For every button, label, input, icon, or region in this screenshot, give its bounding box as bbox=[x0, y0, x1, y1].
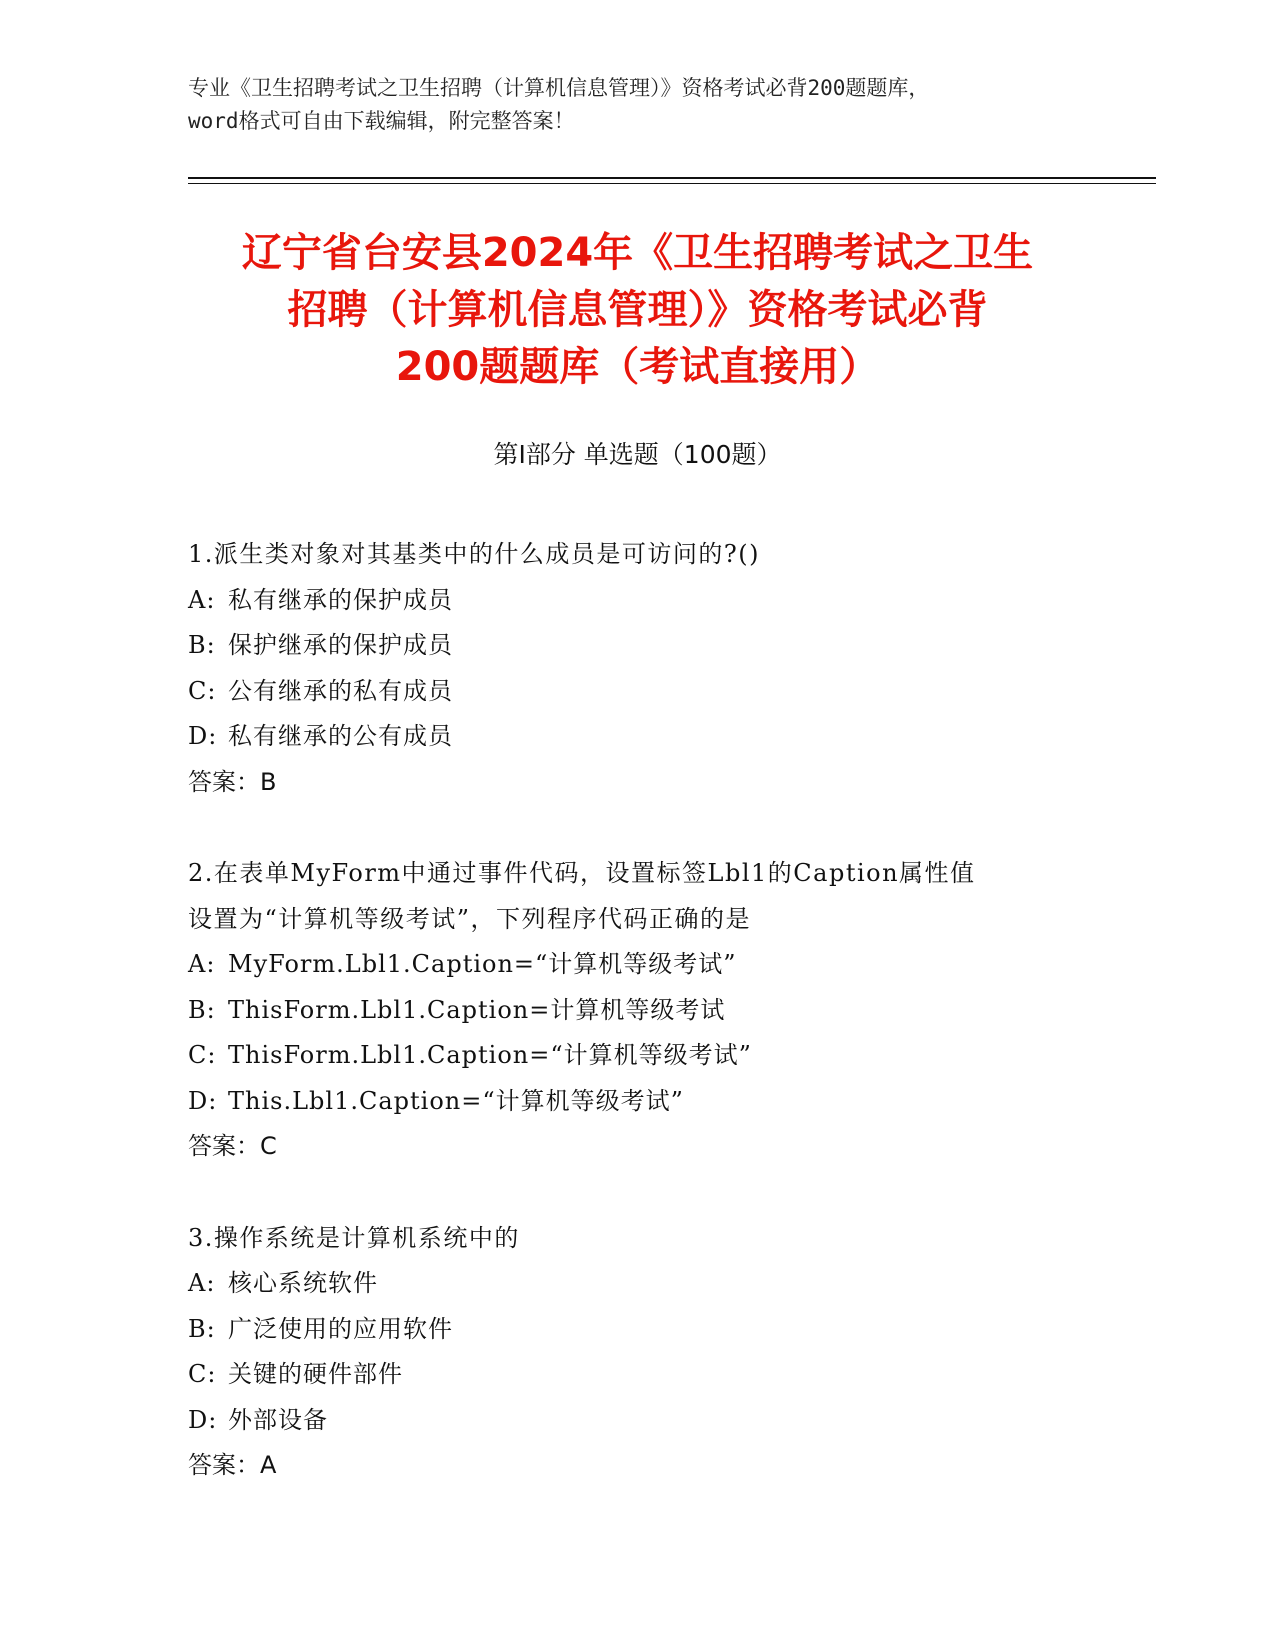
option-c bbox=[188, 1352, 1088, 1398]
option-b bbox=[188, 623, 1088, 669]
question-stem: 设置为“计算机等级考试”，下列程序代码正确的是 bbox=[188, 904, 752, 933]
option-letter: D: bbox=[188, 1405, 218, 1434]
answer-line: 答案：C bbox=[188, 1132, 277, 1160]
option-letter: C: bbox=[188, 676, 217, 705]
option-text: 核心系统软件 bbox=[228, 1269, 378, 1297]
option-letter: B: bbox=[188, 631, 216, 659]
option-d bbox=[188, 1398, 1088, 1444]
option-text: 关键的硬件部件 bbox=[228, 1360, 403, 1388]
option-a bbox=[188, 578, 1088, 624]
option-text: 外部设备 bbox=[228, 1405, 328, 1434]
answer-line: 答案：A bbox=[188, 1451, 277, 1479]
option-letter: B: bbox=[188, 995, 216, 1024]
question-stem: 2.在表单MyForm中通过事件代码，设置标签Lbl1的Caption属性值 bbox=[188, 859, 976, 887]
answer-line: 答案：B bbox=[188, 767, 277, 796]
option-a bbox=[188, 942, 1088, 988]
option-text: 私有继承的公有成员 bbox=[228, 722, 453, 750]
question-item bbox=[188, 532, 1088, 805]
option-letter: B: bbox=[188, 1314, 216, 1343]
option-text: ThisForm.Lbl1.Caption=计算机等级考试 bbox=[228, 995, 726, 1024]
option-letter: C: bbox=[188, 1360, 217, 1388]
option-letter: D: bbox=[188, 722, 218, 750]
title-line: 招聘（计算机信息管理）》资格考试必背 bbox=[287, 287, 988, 333]
section-heading: 第Ⅰ部分 单选题（100题） bbox=[493, 440, 782, 469]
option-d bbox=[188, 714, 1088, 760]
option-b bbox=[188, 988, 1088, 1034]
option-c bbox=[188, 1033, 1088, 1079]
question-stem: 3.操作系统是计算机系统中的 bbox=[188, 1223, 520, 1252]
option-d bbox=[188, 1079, 1088, 1125]
option-a bbox=[188, 1261, 1088, 1307]
option-letter: A: bbox=[188, 585, 216, 614]
option-text: This.Lbl1.Caption=“计算机等级考试” bbox=[228, 1086, 684, 1115]
header-note bbox=[188, 72, 1068, 138]
option-text: 广泛使用的应用软件 bbox=[228, 1314, 453, 1343]
option-letter: D: bbox=[188, 1086, 218, 1115]
question-stem: 1.派生类对象对其基类中的什么成员是可访问的?() bbox=[188, 540, 760, 568]
header-note-line: 专业《卫生招聘考试之卫生招聘（计算机信息管理）》资格考试必背200题题库， bbox=[188, 76, 930, 100]
header-note-line: word格式可自由下载编辑，附完整答案！ bbox=[188, 109, 575, 133]
header-divider-thick bbox=[188, 177, 1156, 179]
title-line: 200题题库（考试直接用） bbox=[395, 344, 880, 390]
option-letter: C: bbox=[188, 1041, 217, 1069]
option-letter: A: bbox=[188, 1269, 216, 1297]
option-text: 公有继承的私有成员 bbox=[228, 676, 453, 705]
option-text: MyForm.Lbl1.Caption=“计算机等级考试” bbox=[228, 950, 737, 978]
document-title bbox=[150, 225, 1125, 396]
option-text: 私有继承的保护成员 bbox=[228, 585, 453, 614]
option-letter: A: bbox=[188, 950, 216, 978]
option-b bbox=[188, 1307, 1088, 1353]
question-item bbox=[188, 1216, 1088, 1489]
option-text: ThisForm.Lbl1.Caption=“计算机等级考试” bbox=[228, 1041, 752, 1069]
question-item bbox=[188, 851, 1088, 1170]
option-text: 保护继承的保护成员 bbox=[228, 631, 453, 659]
title-line: 辽宁省台安县2024年《卫生招聘考试之卫生 bbox=[241, 230, 1034, 276]
question-list bbox=[188, 532, 1088, 1535]
header-divider-thin bbox=[188, 183, 1156, 184]
option-c bbox=[188, 669, 1088, 715]
